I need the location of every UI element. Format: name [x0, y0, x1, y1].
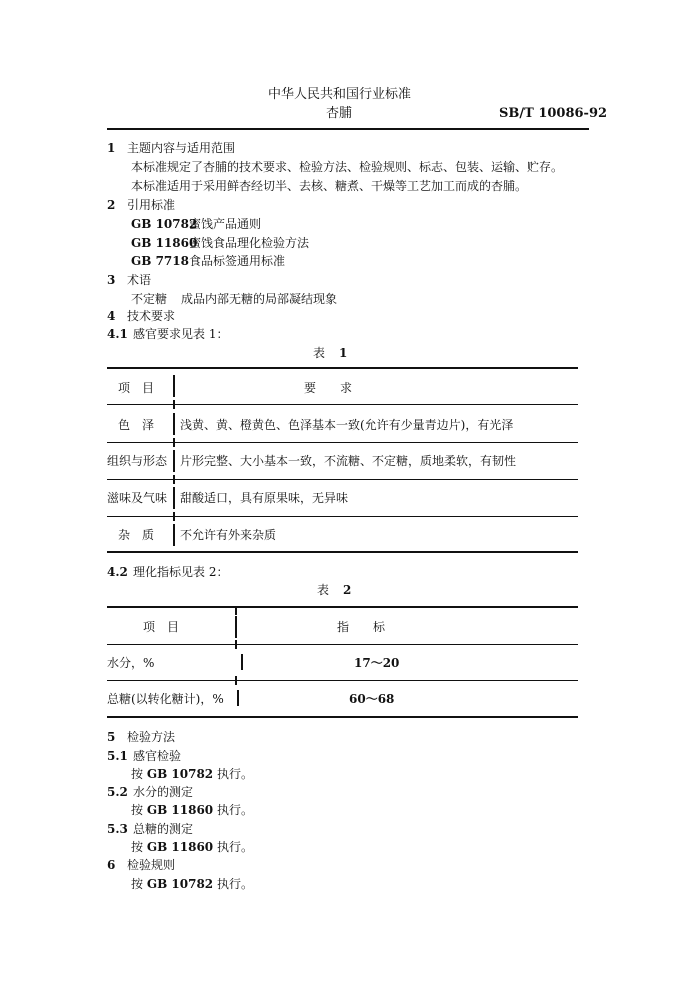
table-2-column-divider: [237, 690, 239, 706]
table-2-rule-tick: [235, 606, 237, 615]
table-2-rule-tick: [235, 640, 237, 649]
definition: 成品内部无糖的局部凝结现象: [181, 292, 338, 306]
table-1-row-rule: [107, 516, 578, 517]
table-1-column-divider: [173, 413, 175, 435]
reference-item: [131, 254, 285, 268]
table-row-value: 60～68: [349, 692, 395, 706]
table-2-row-rule: [107, 680, 578, 681]
section-5-1-text: [131, 767, 253, 781]
section-title: 感官要求见表 1：: [133, 327, 229, 341]
table-1-row-rule: [107, 404, 578, 405]
table-2-caption: [317, 583, 351, 597]
header-rule: [107, 128, 589, 130]
section-6-text: [131, 877, 253, 891]
table-row-requirement: 甜酸适口，具有原果味，无异味: [180, 491, 349, 505]
table-1-top-rule: [107, 367, 578, 369]
text-prefix: 按: [131, 803, 144, 817]
table-1-caption: [313, 346, 347, 360]
section-title: 总糖的测定: [133, 822, 194, 836]
table-row-item: 水分，%: [107, 656, 155, 670]
caption-number: 1: [339, 346, 348, 360]
table-1-rule-tick: [173, 400, 175, 409]
table-row-requirement: 不允许有外来杂质: [180, 528, 277, 542]
section-title: 术语: [127, 273, 152, 287]
section-5-heading: [107, 730, 175, 744]
table-2-header-item: 项 目: [143, 620, 180, 634]
section-number: 4.1: [107, 327, 128, 341]
table-row-item: 组织与形态: [107, 454, 168, 468]
section-5-2-text: [131, 803, 253, 817]
section-3-heading: [107, 273, 151, 287]
term-definition: [131, 292, 337, 306]
table-2-rule-tick: [235, 676, 237, 685]
table-row-item: 杂 质: [118, 528, 155, 542]
section-5-3-heading: [107, 822, 193, 836]
reference-code: GB 10782: [146, 877, 214, 891]
reference-code: GB 11860: [131, 236, 198, 250]
reference-code: GB 10782: [146, 767, 214, 781]
section-number: 3: [107, 273, 116, 287]
table-2-column-divider: [241, 654, 243, 670]
section-4-heading: [107, 309, 175, 323]
text-prefix: 按: [131, 877, 144, 891]
table-row-requirement: 浅黄、黄、橙黄色、色泽基本一致(允许有少量青边片)，有光泽: [180, 418, 514, 432]
section-4-1-heading: [107, 327, 228, 341]
document-subtitle: 杏脯: [326, 106, 353, 121]
reference-item: [131, 236, 309, 250]
table-1-column-divider: [173, 450, 175, 472]
section-number: 5.1: [107, 749, 128, 763]
section-5-1-heading: [107, 749, 181, 763]
table-1-rule-tick: [173, 512, 175, 521]
reference-code: GB 10782: [131, 217, 198, 231]
text-suffix: 执行。: [217, 840, 254, 854]
table-1-rule-tick: [173, 475, 175, 484]
section-number: 5.3: [107, 822, 128, 836]
reference-name: 食品标签通用标准: [189, 254, 286, 268]
caption-number: 2: [343, 583, 352, 597]
section-title: 引用标准: [127, 198, 176, 212]
section-title: 检验方法: [127, 730, 176, 744]
table-row-requirement: 片形完整、大小基本一致，不流糖、不定糖，质地柔软，有韧性: [180, 454, 517, 468]
section-number: 2: [107, 198, 116, 212]
section-6-heading: [107, 858, 175, 872]
section-title: 检验规则: [127, 858, 176, 872]
section-number: 5.2: [107, 785, 128, 799]
term: 不定糖: [131, 292, 168, 306]
table-row-value: 17～20: [354, 656, 400, 670]
section-number: 1: [107, 141, 116, 155]
reference-name: 蜜饯食品理化检验方法: [189, 236, 310, 250]
section-title: 水分的测定: [133, 785, 194, 799]
table-1-column-divider: [173, 375, 175, 397]
document-header-title: 中华人民共和国行业标准: [268, 87, 412, 102]
section-number: 5: [107, 730, 116, 744]
section-title: 技术要求: [127, 309, 176, 323]
section-title: 感官检验: [133, 749, 182, 763]
section-number: 6: [107, 858, 116, 872]
caption-label: 表: [313, 346, 326, 360]
text-prefix: 按: [131, 767, 144, 781]
table-row-item: 色 泽: [118, 418, 155, 432]
table-2-column-divider: [235, 616, 237, 638]
section-1-paragraph-2: 本标准适用于采用鲜杏经切半、去核、糖煮、干燥等工艺加工而成的杏脯。: [131, 179, 528, 193]
section-title: 理化指标见表 2：: [133, 565, 229, 579]
table-2-row-rule: [107, 644, 578, 645]
table-2-top-rule: [107, 606, 578, 608]
section-number: 4.2: [107, 565, 128, 579]
table-1-header-item: 项 目: [118, 381, 155, 395]
table-1-row-rule: [107, 442, 578, 443]
table-2-header-value: 指 标: [337, 620, 386, 634]
section-1-heading: [107, 141, 235, 155]
section-5-2-heading: [107, 785, 193, 799]
table-1-row-rule: [107, 479, 578, 480]
section-5-3-text: [131, 840, 253, 854]
reference-code: GB 7718: [131, 254, 189, 268]
table-1-rule-tick: [173, 438, 175, 447]
caption-label: 表: [317, 583, 330, 597]
section-number: 4: [107, 309, 116, 323]
section-2-heading: [107, 198, 175, 212]
reference-code: GB 11860: [146, 840, 214, 854]
section-1-paragraph-1: 本标准规定了杏脯的技术要求、检验方法、检验规则、标志、包装、运输、贮存。: [131, 160, 564, 174]
table-1-column-divider: [173, 487, 175, 509]
text-suffix: 执行。: [217, 767, 254, 781]
table-row-item: 总糖(以转化糖计)，%: [107, 692, 224, 706]
reference-name: 蜜饯产品通则: [189, 217, 262, 231]
table-1-header-requirement: 要 求: [304, 381, 353, 395]
table-1-bottom-rule: [107, 551, 578, 553]
reference-code: GB 11860: [146, 803, 214, 817]
table-2-bottom-rule: [107, 716, 578, 718]
standard-code: SB/T 10086-92: [499, 106, 608, 121]
section-4-2-heading: [107, 565, 228, 579]
reference-item: [131, 217, 261, 231]
table-row-item: 滋味及气味: [107, 491, 168, 505]
section-title: 主题内容与适用范围: [127, 141, 236, 155]
text-suffix: 执行。: [217, 803, 254, 817]
table-1-column-divider: [173, 524, 175, 546]
text-suffix: 执行。: [217, 877, 254, 891]
text-prefix: 按: [131, 840, 144, 854]
